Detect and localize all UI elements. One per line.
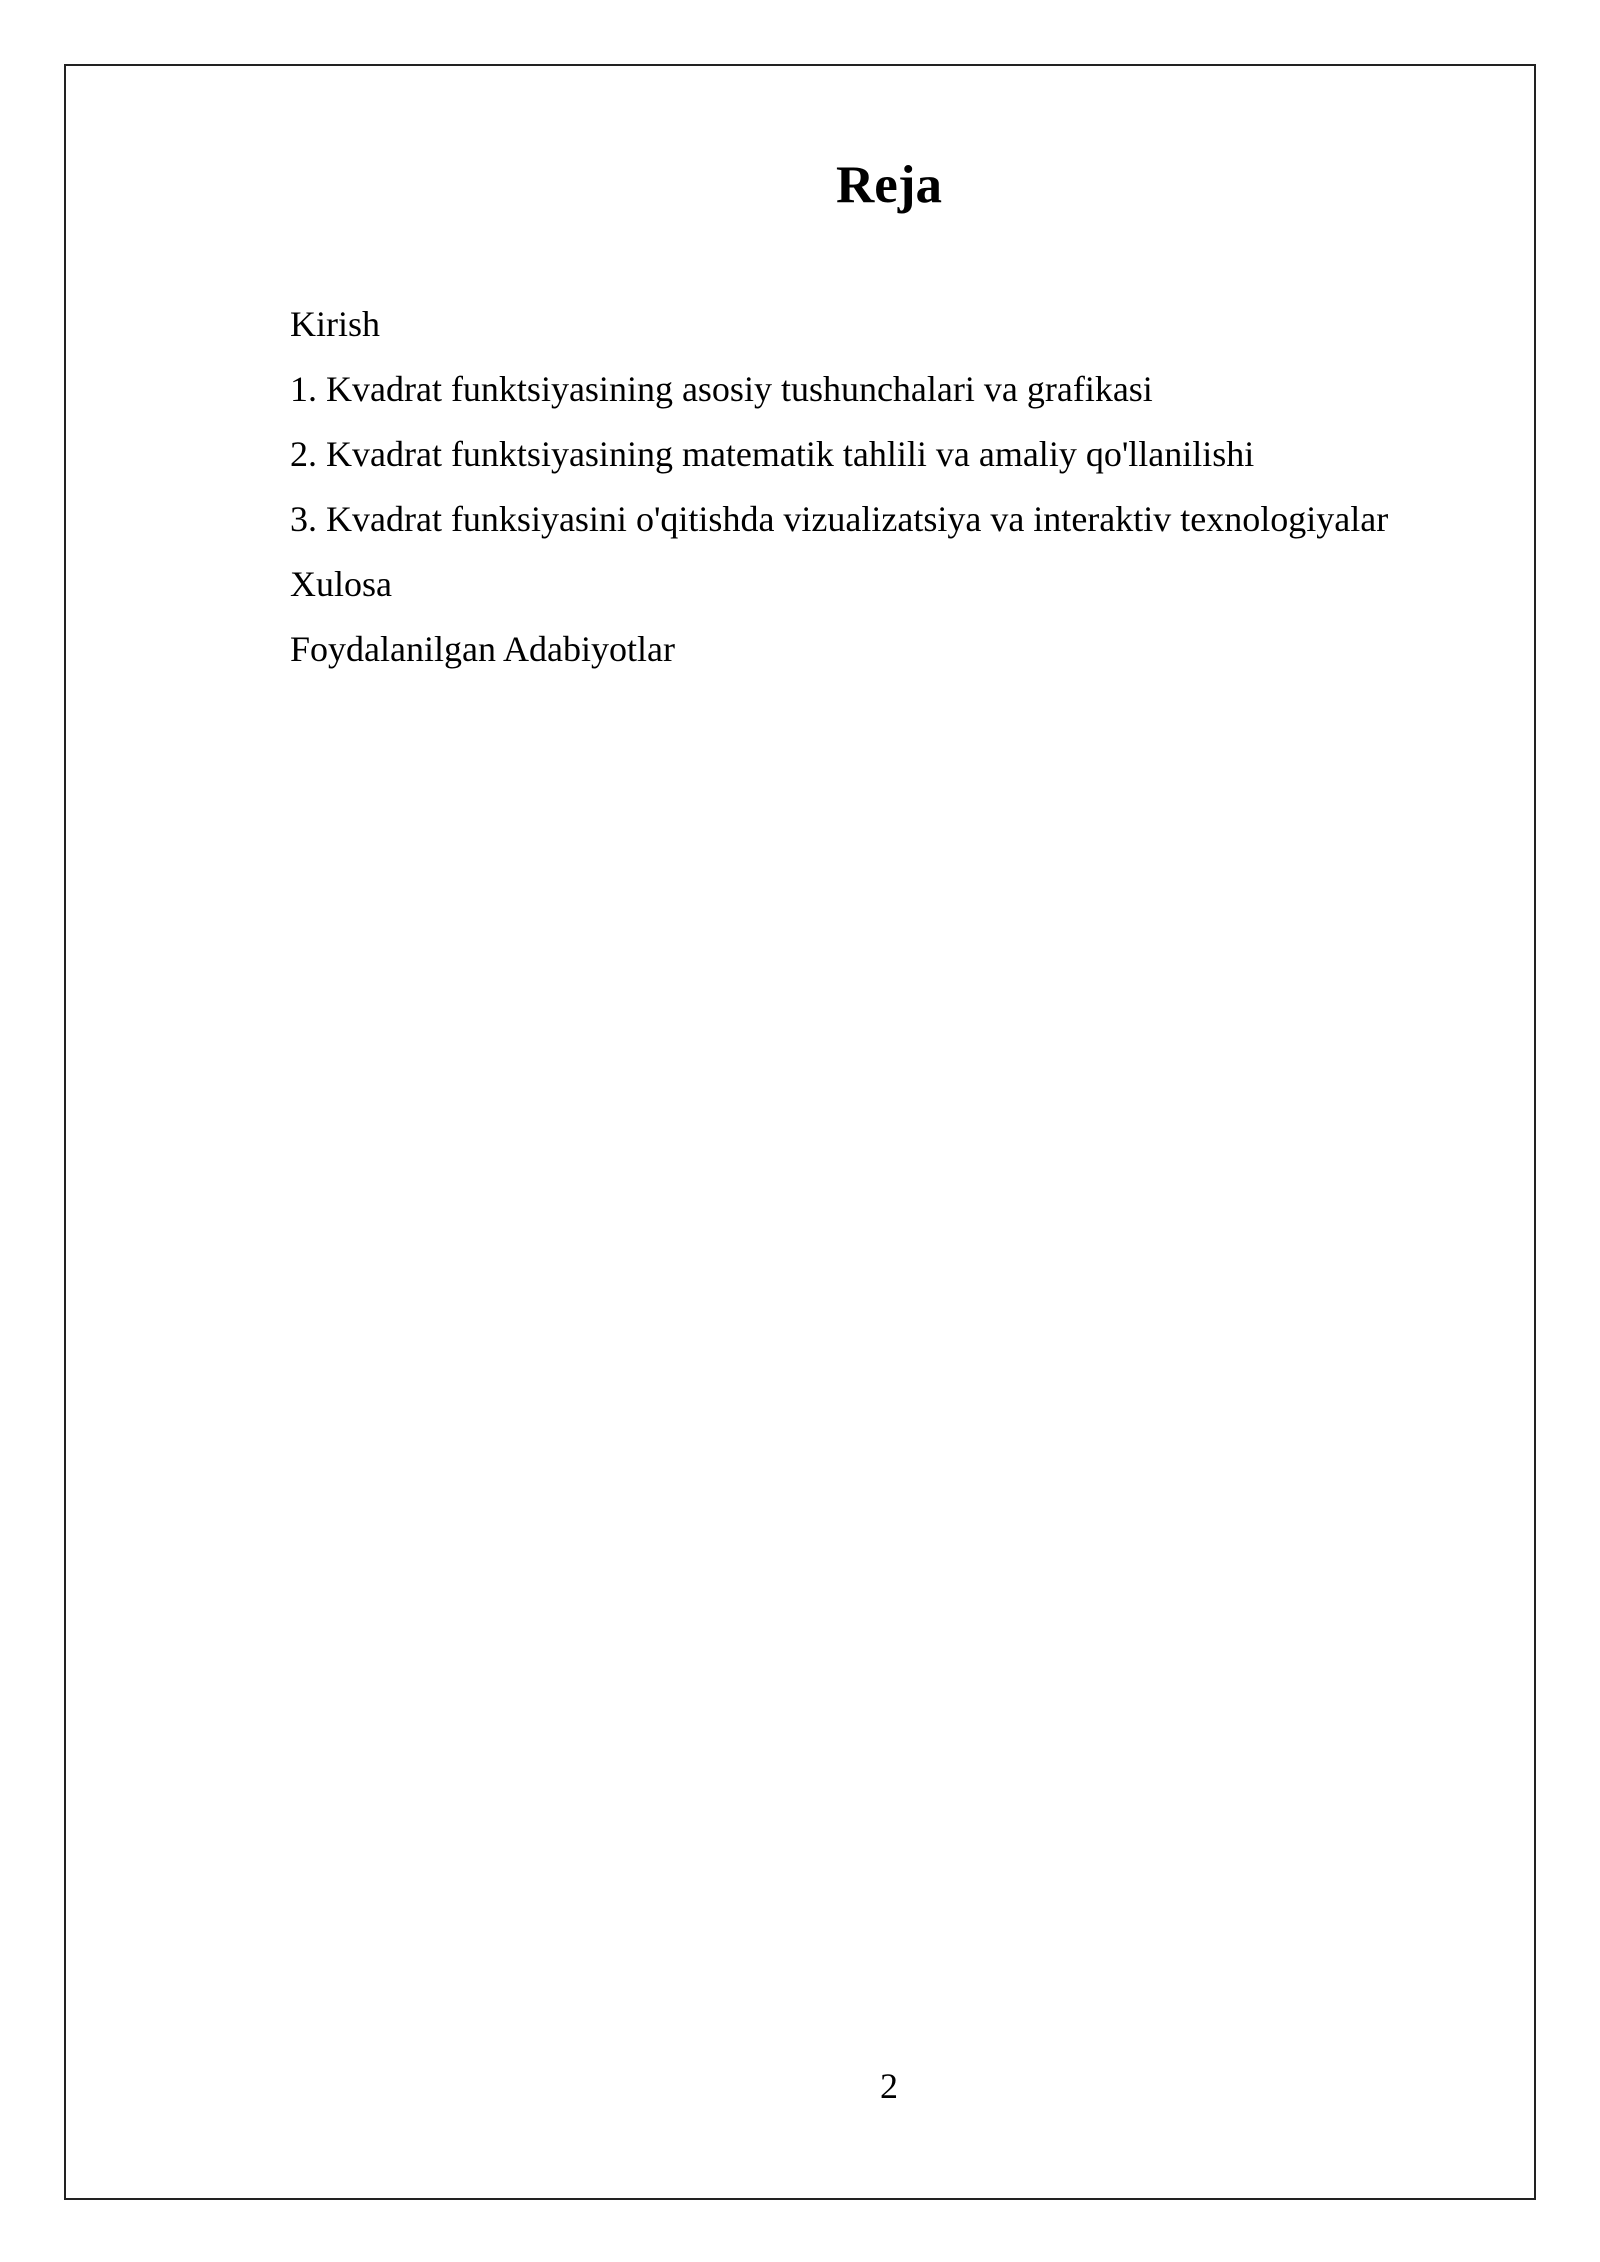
page-number: 2 bbox=[880, 2066, 898, 2106]
table-of-contents bbox=[290, 292, 1388, 682]
toc-item-chapter-1: 1. Kvadrat funktsiyasining asosiy tushunchalari va grafikasi bbox=[290, 369, 1153, 409]
toc-item-conclusion: Xulosa bbox=[290, 564, 392, 604]
toc-item-introduction: Kirish bbox=[290, 304, 380, 344]
toc-item-chapter-3: 3. Kvadrat funksiyasini o'qitishda vizualizatsiya va interaktiv texnologiyalar bbox=[290, 499, 1389, 539]
page-title: Reja bbox=[836, 156, 942, 214]
toc-item-chapter-2: 2. Kvadrat funktsiyasining matematik tahlili va amaliy qo'llanilishi bbox=[290, 434, 1255, 474]
toc-item-references: Foydalanilgan Adabiyotlar bbox=[290, 629, 675, 669]
